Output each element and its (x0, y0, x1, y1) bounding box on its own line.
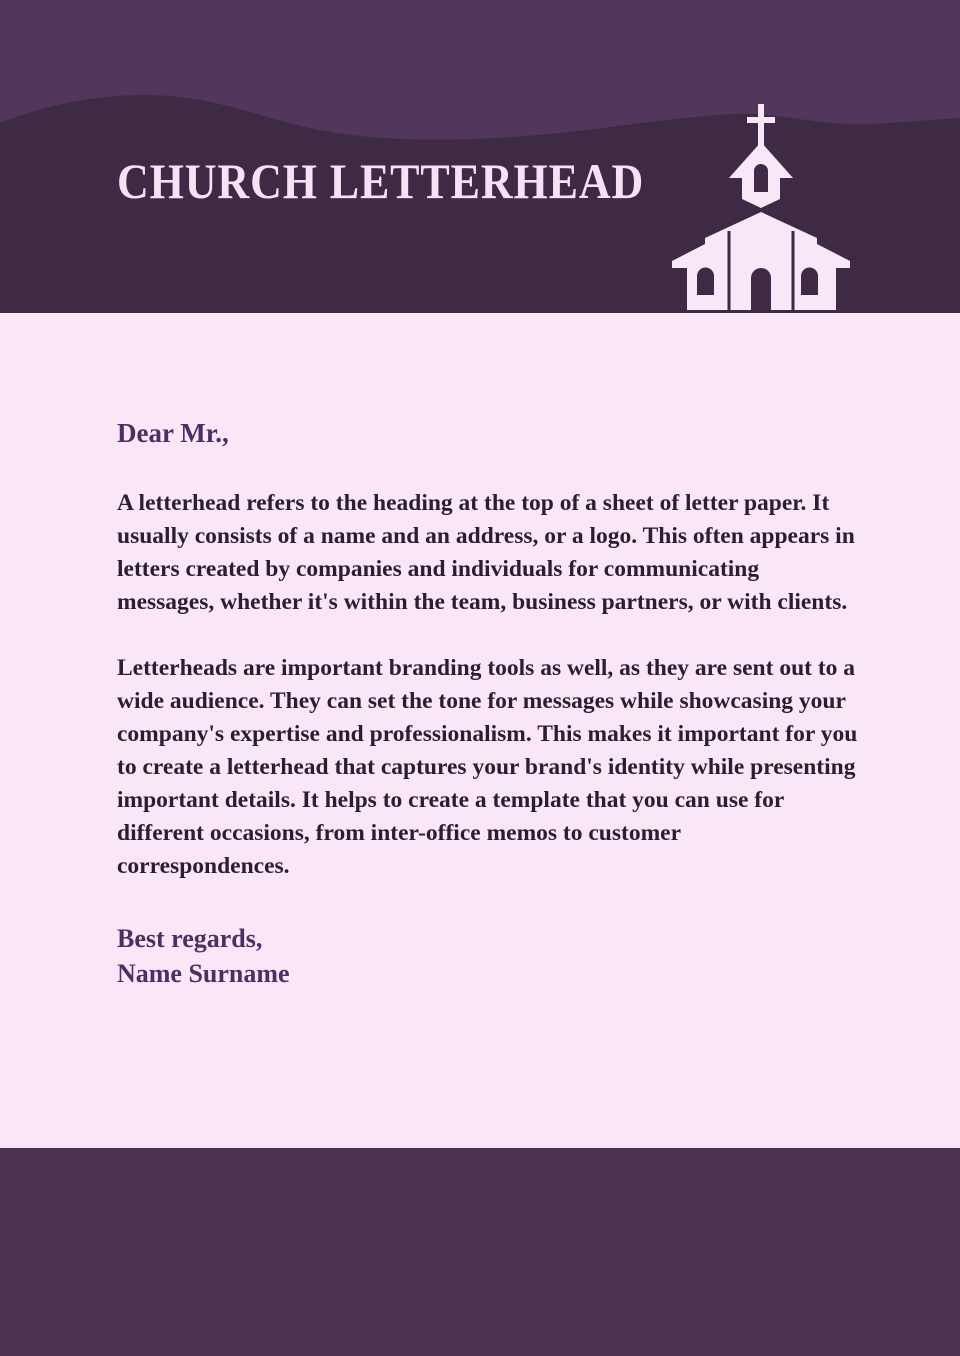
wall-slit-left (728, 231, 731, 310)
letter-paragraph-1: A letterhead refers to the heading at the top of a sheet of letter paper. It usually consists of a name and an address, or a logo. This often appears in letters created by companies and individuals for communicating messages, whether it's within the team, business partners, or with clients. (117, 490, 855, 615)
church-window-right (801, 268, 818, 295)
steeple-window (754, 164, 768, 192)
church-icon (670, 104, 852, 312)
letter-section (0, 313, 960, 1148)
header-banner (0, 0, 960, 313)
letter-paragraph-2: Letterheads are important branding tools as well, as they are sent out to a wide audience. They can set the tone for messages while showcasing your company's expertise and professionalism. This makes it important for you to create a letterhead that captures your brand's identity while presenting important details. It helps to create a template that you can use for different occasions, from inter-office memos to customer correspondences. (117, 655, 858, 879)
salutation: Dear Mr., (117, 418, 229, 448)
page-title: CHURCH LETTERHEAD (117, 153, 645, 209)
closing-phrase: Best regards, (117, 924, 263, 953)
closing-block (117, 921, 860, 991)
signature-name: Name Surname (117, 959, 290, 988)
footer-band (0, 1148, 960, 1356)
wall-slit-right (792, 231, 795, 310)
church-window-left (697, 268, 714, 296)
church-door (751, 268, 771, 310)
